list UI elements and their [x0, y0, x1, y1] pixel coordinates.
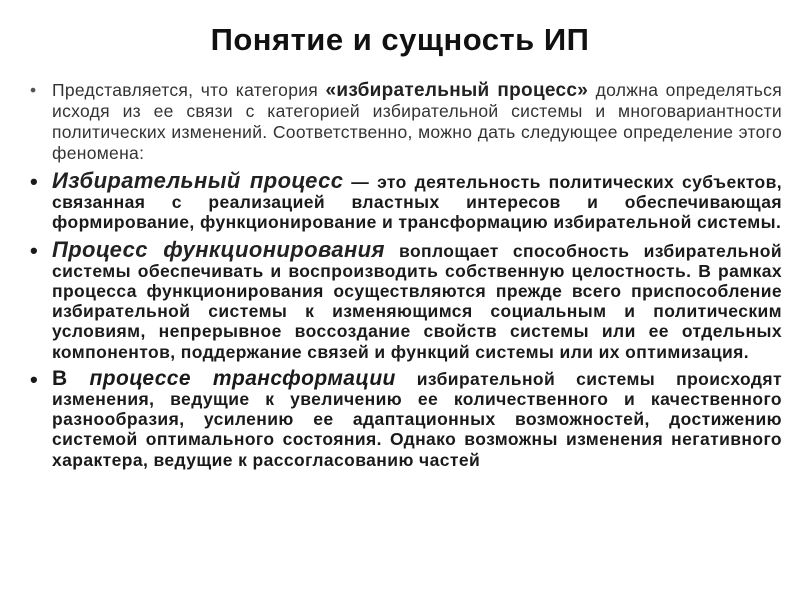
transformation-term: процессе трансформации: [89, 366, 396, 390]
bullet-item-transformation: [30, 366, 782, 470]
transformation-lead: В: [52, 366, 90, 390]
slide-body: [30, 80, 782, 470]
transformation-text: избирательной системы происходят изменения, ведущие к увеличению ее количественного и качественного разнообразия, усилению ее адаптационных возможностей, достижению системой оптимального состояния. Однако возможны изменения негативного характера, ведущие к рассогласованию частей: [52, 368, 782, 470]
bullet-item-definition: [30, 168, 782, 233]
intro-text-end: должна определяться исходя из ее связи с категорией избирательной системы и многовариантности политических изменений. Соответственно, можно дать следующее определение этого феномена:: [52, 80, 782, 163]
bullet-marker: •: [30, 366, 39, 392]
definition-term: Избирательный процесс: [52, 168, 344, 193]
slide-title: Понятие и сущность ИП: [210, 22, 590, 57]
functioning-text: воплощает способность избирательной системы обеспечивать и воспроизводить собственную целостность. В рамках процесса функционирования осуществляются прежде всего приспособление избирательной системы к изменяющимся социальным и политическим условиям, непрерывное воссоздание свойств системы или ее отдельных компонентов, поддержание связей и функций системы или их оптимизация.: [52, 240, 782, 362]
functioning-term: Процесс функционирования: [52, 236, 385, 262]
definition-text: — это деятельность политических субъектов, связанная с реализацией властных интересов и обеспечивающая формирование, функционирование и трансформацию избирательной системы.: [52, 172, 782, 233]
intro-highlight: «избирательный процесс»: [325, 80, 589, 101]
intro-text-start: Представляется, что категория: [52, 80, 326, 100]
bullet-item-intro: [30, 80, 782, 164]
bullet-marker: •: [30, 169, 39, 194]
bullet-item-functioning: [30, 236, 782, 362]
bullet-marker: •: [30, 237, 39, 263]
bullet-marker: •: [30, 80, 37, 100]
